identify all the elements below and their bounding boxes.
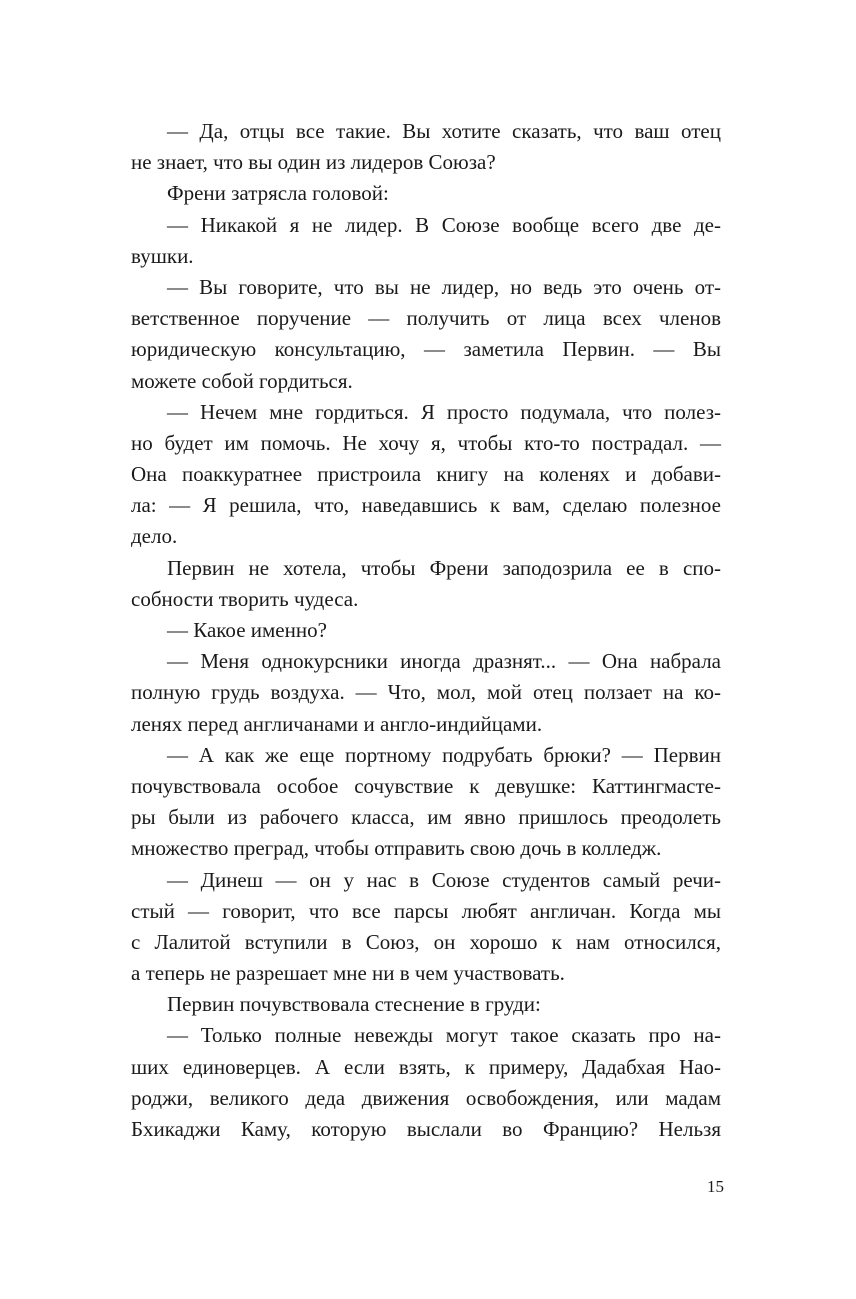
text-line: с Лалитой вступили в Союз, он хорошо к нам относился, — [131, 929, 721, 954]
body-text — [131, 116, 721, 1145]
text-line: — Только полные невежды могут такое сказать про на- — [167, 1023, 721, 1048]
text-line: Она поаккуратнее пристроила книгу на коленях и добави- — [131, 462, 721, 487]
text-line: — А как же еще портному подрубать брюки? — Первин — [167, 742, 721, 767]
text-line: — Динеш — он у нас в Союзе студентов самый речи- — [167, 867, 721, 892]
text-line: — Да, отцы все такие. Вы хотите сказать, что ваш отец — [167, 119, 721, 143]
text-line: Френи затрясла головой: — [167, 181, 389, 206]
text-line: можете собой гордиться. — [131, 368, 353, 393]
text-line: роджи, великого деда движения освобождения, или мадам — [131, 1085, 721, 1110]
page-number: 15 — [707, 1177, 724, 1196]
text-line: — Меня однокурсники иногда дразнят... — Она набрала — [167, 649, 721, 674]
text-line: — Вы говорите, что вы не лидер, но ведь это очень от- — [167, 274, 721, 299]
text-line: собности творить чудеса. — [131, 586, 359, 611]
text-line: Первин не хотела, чтобы Френи заподозрила ее в спо- — [167, 555, 721, 580]
text-line: ла: — Я решила, что, наведавшись к вам, сделаю полезное — [131, 493, 721, 518]
text-line: дело. — [131, 524, 178, 549]
text-line: а теперь не разрешает мне ни в чем участвовать. — [131, 961, 565, 986]
text-line: ших единоверцев. А если взять, к примеру, Дадабхая Нао- — [131, 1054, 721, 1079]
text-line: полную грудь воздуха. — Что, мол, мой отец ползает на ко- — [131, 680, 721, 705]
text-line: почувствовала особое сочувствие к девушке: Каттингмасте- — [131, 773, 721, 798]
text-line: не знает, что вы один из лидеров Союза? — [131, 150, 496, 175]
text-line: — Никакой я не лидер. В Союзе вообще всего две де- — [167, 212, 721, 237]
text-line: Бхикаджи Каму, которую выслали во Францию? Нельзя — [131, 1117, 721, 1141]
text-line: множество преград, чтобы отправить свою дочь в колледж. — [131, 836, 662, 861]
text-line: юридическую консультацию, — заметила Первин. — Вы — [131, 337, 721, 362]
text-line: — Нечем мне гордиться. Я просто подумала, что полез- — [167, 399, 721, 424]
text-line: вушки. — [131, 243, 194, 268]
text-line: ры были из рабочего класса, им явно пришлось преодолеть — [131, 805, 721, 830]
text-line: ленях перед англичанами и англо-индийцами. — [131, 711, 543, 736]
text-line: ветственное поручение — получить от лица всех членов — [131, 306, 721, 331]
text-line: — Какое именно? — [167, 618, 327, 642]
text-line: но будет им помочь. Не хочу я, чтобы кто-то пострадал. — — [131, 430, 721, 455]
text-line: стый — говорит, что все парсы любят англичан. Когда мы — [131, 898, 721, 923]
text-line: Первин почувствовала стеснение в груди: — [167, 992, 541, 1017]
